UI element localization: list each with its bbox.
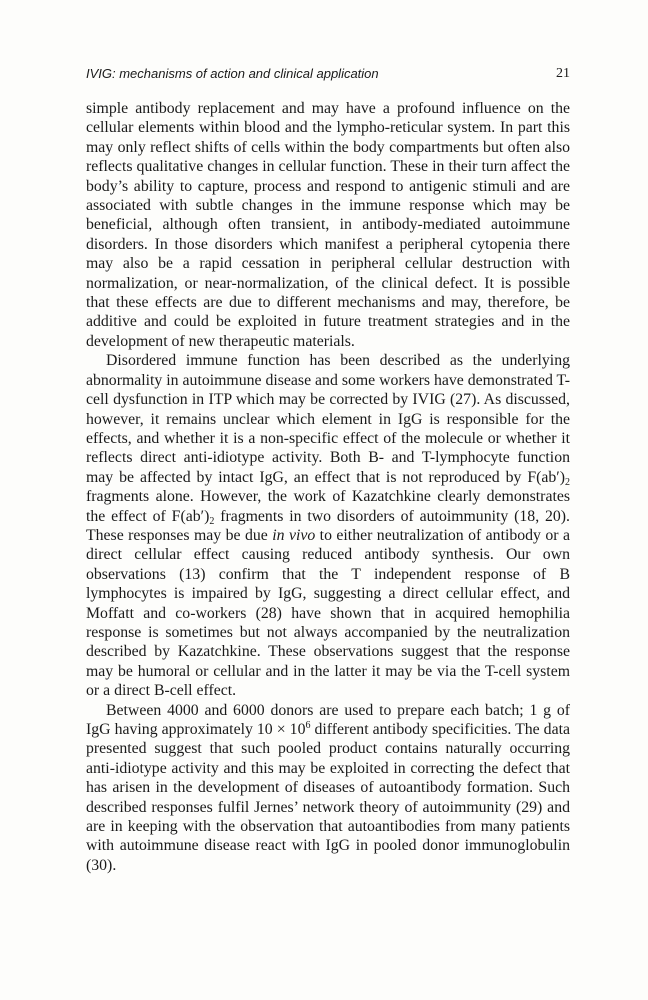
paragraph-1: simple antibody replacement and may have a profound influence on the cellular elements within blood and the lympho-reticular system. In part this may only reflect shifts of cells within the body compartments but often also reflects qualitative changes in cellular function. These in their turn affect the body’s ability to capture, process and respond to antigenic stimuli and are associated with subtle changes in the immune response which may be beneficial, although often transient, in antibody-mediated autoimmune disorders. In those disorders which manifest a peripheral cytopenia there may also be a rapid cessation in peripheral cellular destruction with normalization, or near-normalization, of the clinical defect. It is possible that these effects are due to different mechanisms and may, therefore, be additive and could be exploited in future treatment strategies and in the development of new therapeutic materials. bbox=[86, 100, 570, 350]
subscript-2: 2 bbox=[209, 515, 215, 527]
subscript-2: 2 bbox=[565, 476, 570, 488]
paragraph-3 bbox=[86, 701, 570, 876]
paragraph-2-text: fragments alone. However, the work of Kazatchkine clearly demonstrates the effect of F(ab′) bbox=[86, 488, 570, 525]
paragraph-2 bbox=[86, 351, 570, 700]
paragraph-2-text: Disordered immune function has been described as the underlying abnormality in autoimmune disease and some workers have demonstrated T-cell dysfunction in ITP which may be corrected by IVIG (27). As discussed, however, it remains unclear which element in IgG is responsible for the effects, and whether it is a non-specific effect of the molecule or whether it reflects direct anti-idiotype activity. Both B- and T-lymphocyte function may be affected by intact IgG, an effect that is not reproduced by F(ab′) bbox=[86, 352, 570, 486]
paragraph-2-text: to either neutralization of antibody or a direct cellular effect causing reduced antibody synthesis. Our own observations (13) confirm that the T independent response of B lymphocytes is impaired by IgG, suggesting a direct cellular effect, and Moffatt and co-workers (28) have shown that in acquired hemophilia response is sometimes but not always accompanied by the neutralization described by Kazatchkine. These observations suggest that the response may be humoral or cellular and in the latter it may be via the T-cell system or a direct B-cell effect. bbox=[86, 526, 570, 700]
body-text bbox=[86, 99, 570, 875]
running-title: IVIG: mechanisms of action and clinical application bbox=[86, 66, 379, 81]
paragraph-3-text: different antibody specificities. The data presented suggest that such pooled product contains naturally occurring anti-idiotype activity and this may be exploited in correcting the defect that has arisen in the development of diseases of autoantibody formation. Such described responses fulfil Jernes’ network theory of autoimmunity (29) and are in keeping with the observation that autoantibodies from many patients with autoimmune disease react with IgG in pooled donor immunoglobulin (30). bbox=[86, 721, 570, 874]
running-head bbox=[86, 66, 570, 84]
italic-in-vivo: in vivo bbox=[272, 526, 316, 544]
paragraph-2-text: fragments in two disorders of autoimmunity (18, 20). These responses may be due bbox=[86, 507, 570, 544]
page-number: 21 bbox=[556, 66, 570, 81]
superscript-exponent: 6 bbox=[305, 720, 311, 731]
paragraph-3-text: Between 4000 and 6000 donors are used to prepare each batch; 1 g of IgG having approximately 10 × 10 bbox=[86, 701, 570, 738]
